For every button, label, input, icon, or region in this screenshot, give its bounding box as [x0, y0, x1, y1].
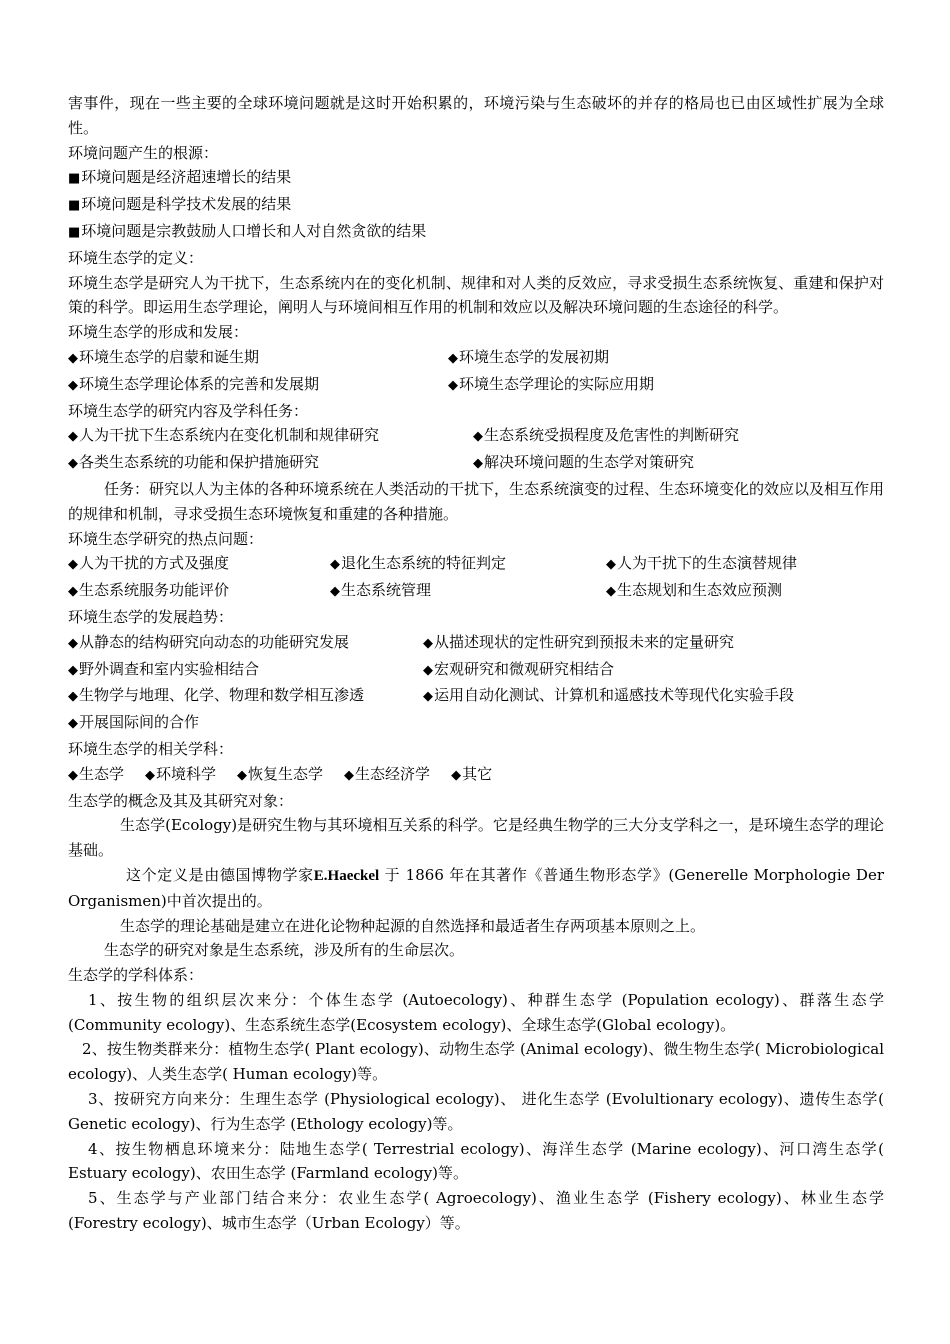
- trends-list: [68, 630, 884, 737]
- document-page: [68, 91, 884, 1236]
- list-item: ◆ 从静态的结构研究向动态的功能研究发展: [68, 630, 423, 657]
- list-item: ◆ 环境生态学理论体系的完善和发展期: [68, 372, 448, 399]
- formation-list: [68, 345, 884, 399]
- list-item: ◆ 生态系统管理: [330, 578, 606, 605]
- list-item: ◆ 从描述现状的定性研究到预报未来的定量研究: [423, 630, 884, 657]
- list-item: ◆ 人为干扰的方式及强度: [68, 551, 330, 578]
- related-list: [68, 762, 884, 789]
- list-item: ◆ 解决环境问题的生态学对策研究: [473, 450, 884, 477]
- list-item: ◆ 运用自动化测试、计算机和遥感技术等现代化实验手段: [423, 683, 884, 710]
- list-item: ■ 环境问题是科学技术发展的结果: [68, 192, 884, 219]
- definition-paragraph: 环境生态学是研究人为干扰下，生态系统内在的变化机制、规律和对人类的反效应，寻求受损生态系统恢复、重建和保护对策的科学。即运用生态学理论，阐明人与环境间相互作用的机制和效应以及解决环境问题的生态途径的科学。: [68, 273, 884, 317]
- list-item: ◆ 生态系统服务功能评价: [68, 578, 330, 605]
- formation-heading: 环境生态学的形成和发展：: [68, 323, 249, 342]
- list-item: ◆ 人为干扰下的生态演替规律: [606, 551, 884, 578]
- hotspots-list: [68, 551, 884, 605]
- related-heading: 环境生态学的相关学科：: [68, 739, 234, 758]
- list-item: ■ 环境问题是经济超速增长的结果: [68, 165, 884, 192]
- list-item: ◆ 生态经济学: [344, 762, 430, 789]
- system-item: 3、按研究方向来分：生理生态学 (Physiological ecology)、 进化生态学 (Evolultionary ecology)、遗传生态学( Genetic ecology)、行为生态学 (Ethology ecology)等。: [68, 1090, 884, 1133]
- task-paragraph: 任务：研究以人为主体的各种环境系统在人类活动的干扰下，生态系统演变的过程、生态环境变化的效应以及相互作用的规律和机制，寻求受损生态环境恢复和重建的各种措施。: [68, 479, 885, 523]
- trends-heading: 环境生态学的发展趋势：: [68, 607, 234, 626]
- list-item: ◆ 生态学: [68, 762, 124, 789]
- content-list: [68, 423, 884, 477]
- list-item: ◆ 环境科学: [145, 762, 216, 789]
- list-item: ◆ 环境生态学的发展初期: [448, 345, 884, 372]
- system-item: 4、按生物栖息环境来分：陆地生态学( Terrestrial ecology)、海洋生态学 (Marine ecology)、河口湾生态学( Estuary ecology)、农田生态学 (Farmland ecology)等。: [68, 1139, 884, 1183]
- list-item: ◆ 开展国际间的合作: [68, 710, 423, 737]
- list-item: ◆ 环境生态学理论的实际应用期: [448, 372, 884, 399]
- list-item: ◆ 生物学与地理、化学、物理和数学相互渗透: [68, 683, 423, 710]
- haeckel-paragraph: [68, 863, 884, 914]
- list-item: ◆ 宏观研究和微观研究相结合: [423, 657, 884, 684]
- ecology-paragraph: 生态学(Ecology)是研究生物与其环境相互关系的科学。它是经典生物学的三大分支学科之一，是环境生态学的理论基础。: [68, 816, 884, 860]
- system-item: 5、生态学与产业部门结合来分：农业生态学( Agroecology)、渔业生态学 (Fishery ecology)、林业生态学 (Forestry ecology)、城市生态学（Urban Ecology）等。: [68, 1189, 884, 1233]
- haeckel-text-b: 于 1866 年在其著作《普通生物形态学》(Generelle Morphologie Der Organismen)中首次提出的。: [68, 865, 884, 910]
- theory-paragraph: 生态学的理论基础是建立在进化论物种起源的自然选择和最适者生存两项基本原则之上。: [120, 916, 706, 935]
- system-heading: 生态学的学科体系：: [68, 966, 204, 985]
- ecology-heading: 生态学的概念及其及其研究对象：: [68, 791, 294, 810]
- list-item: ◆ 各类生态系统的功能和保护措施研究: [68, 450, 473, 477]
- hotspots-heading: 环境生态学研究的热点问题：: [68, 529, 264, 548]
- intro-paragraph: 害事件，现在一些主要的全球环境问题就是这时开始积累的，环境污染与生态破坏的并存的格局也已由区域性扩展为全球性。: [68, 94, 884, 137]
- haeckel-name: E.Haeckel: [313, 867, 380, 884]
- system-item: 2、按生物类群来分：植物生态学( Plant ecology)、动物生态学 (Animal ecology)、微生物生态学( Microbiological ecology)、人类生态学( Human ecology)等。: [68, 1040, 884, 1084]
- list-item: ■ 环境问题是宗教鼓励人口增长和人对自然贪欲的结果: [68, 219, 884, 246]
- roots-heading: 环境问题产生的根源：: [68, 143, 219, 162]
- list-item: ◆ 退化生态系统的特征判定: [330, 551, 606, 578]
- content-heading: 环境生态学的研究内容及学科任务：: [68, 401, 309, 420]
- definition-heading: 环境生态学的定义：: [68, 248, 204, 267]
- system-item: 1、按生物的组织层次来分：个体生态学 (Autoecology)、种群生态学 (Population ecology)、群落生态学(Community ecology)、生态系统生态学(Ecosystem ecology)、全球生态学(Global ecology)。: [68, 990, 884, 1034]
- list-item: ◆ 生态系统受损程度及危害性的判断研究: [473, 423, 884, 450]
- object-paragraph: 生态学的研究对象是生态系统，涉及所有的生命层次。: [104, 941, 465, 960]
- list-item: ◆ 其它: [451, 762, 492, 789]
- list-item: ◆ 环境生态学的启蒙和诞生期: [68, 345, 448, 372]
- list-item: ◆ 人为干扰下生态系统内在变化机制和规律研究: [68, 423, 473, 450]
- list-item: ◆ 恢复生态学: [237, 762, 323, 789]
- haeckel-text-a: 这个定义是由德国博物学家: [126, 865, 314, 884]
- list-item: ◆ 野外调查和室内实验相结合: [68, 657, 423, 684]
- list-item: ◆ 生态规划和生态效应预测: [606, 578, 884, 605]
